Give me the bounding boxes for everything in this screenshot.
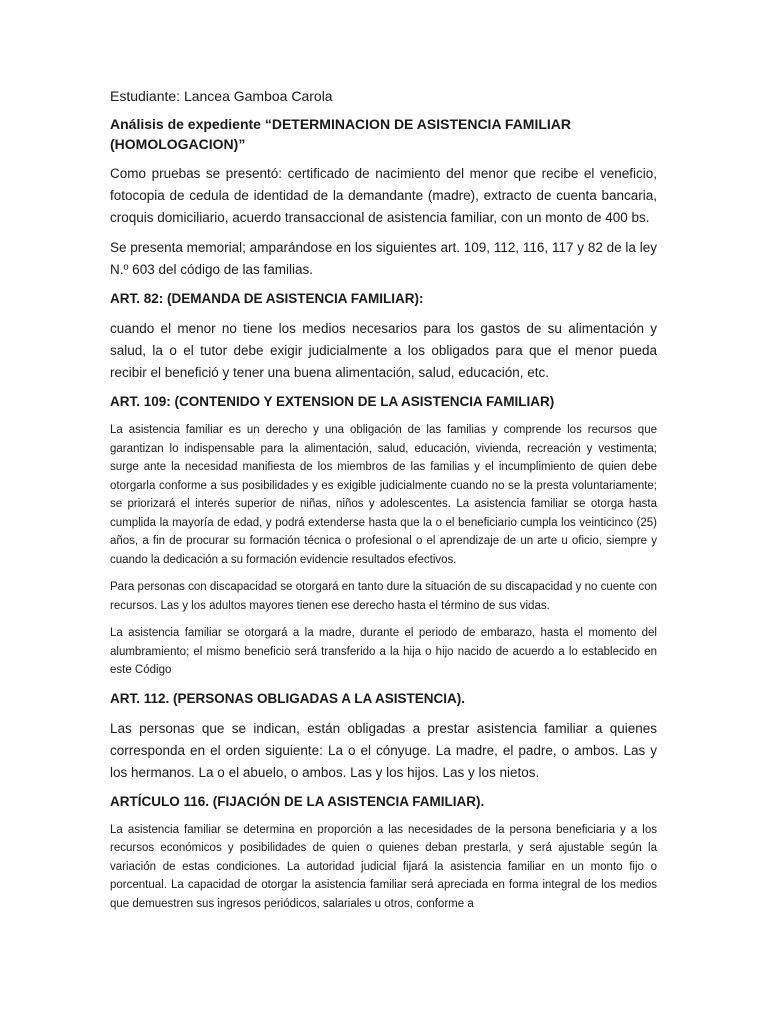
- heading-art-116: ARTÍCULO 116. (FIJACIÓN DE LA ASISTENCIA FAMILIAR).: [110, 793, 485, 809]
- document-title: Análisis de expediente “DETERMINACION DE ASISTENCIA FAMILIAR (HOMOLOGACION)”: [110, 116, 572, 152]
- heading-art-109: ART. 109: (CONTENIDO Y EXTENSION DE LA ASISTENCIA FAMILIAR): [110, 394, 555, 409]
- heading-art-82: ART. 82: (DEMANDA DE ASISTENCIA FAMILIAR):: [110, 291, 424, 306]
- document-page: [110, 86, 657, 913]
- art-112-text: Las personas que se indican, están obligadas a prestar asistencia familiar a quienes corresponda en el orden siguiente: La o el cónyuge. La madre, el padre, o ambos. Las y los hermanos. La o el abuelo, o ambos. Las y los hijos. Las y los nietos.: [110, 720, 657, 780]
- art-109-paragraph-3: La asistencia familiar se otorgará a la madre, durante el periodo de embarazo, hasta el momento del alumbramiento; el mismo beneficio será transferido a la hija o hijo nacido de acuerdo a lo establecido en este Código: [110, 627, 657, 676]
- art-82-text: cuando el menor no tiene los medios necesarios para los gastos de su alimentación y salud, la o el tutor debe exigir judicialmente a los obligados para que el menor pueda recibir el benefició y tener una buena alimentación, salud, educación, etc.: [110, 321, 657, 380]
- student-name: Estudiante: Lancea Gamboa Carola: [110, 88, 333, 104]
- evidence-paragraph: Como pruebas se presentó: certificado de nacimiento del menor que recibe el veneficio, fotocopia de cedula de identidad de la demandante (madre), extracto de cuenta bancaria, croquis domiciliario, acuerdo transaccional de asistencia familiar, con un monto de 400 bs.: [110, 166, 657, 225]
- art-109-paragraph-2: Para personas con discapacidad se otorgará en tanto dure la situación de su discapacidad y no cuente con recursos. Las y los adultos mayores tienen ese derecho hasta el término de sus vidas.: [110, 581, 657, 612]
- art-109-paragraph-1: La asistencia familiar es un derecho y una obligación de las familias y comprende los recursos que garantizan lo indispensable para la alimentación, salud, educación, vivienda, recreación y vestimenta; surge ante la necesidad manifiesta de los miembros de las familias y el incumplimiento de quien debe otorgarla conforme a sus posibilidades y es exigible judicialmente cuando no se la presta voluntariamente; se priorizará el interés superior de niñas, niños y adolescentes. La asistencia familiar se otorga hasta cumplida la mayoría de edad, y podrá extenderse hasta que la o el beneficiario cumpla los veinticinco (25) años, a fin de procurar su formación técnica o profesional o el aprendizaje de un arte u oficio, siempre y cuando la dedicación a su formación evidencie resultados efectivos.: [110, 424, 657, 566]
- art-116-text: La asistencia familiar se determina en proporción a las necesidades de la persona beneficiaria y a los recursos económicos y posibilidades de quien o quienes deban prestarla, y será ajustable según la variación de estas condiciones. La autoridad judicial fijará la asistencia familiar en un monto fijo o porcentual. La capacidad de otorgar la asistencia familiar será apreciada en forma integral de los medios que demuestren sus ingresos periódicos, salariales u otros, conforme a: [110, 823, 657, 910]
- memorial-paragraph: Se presenta memorial; amparándose en los siguientes art. 109, 112, 116, 117 y 82 de la ley N.º 603 del código de las familias.: [110, 240, 657, 277]
- heading-art-112: ART. 112. (PERSONAS OBLIGADAS A LA ASISTENCIA).: [110, 690, 466, 706]
